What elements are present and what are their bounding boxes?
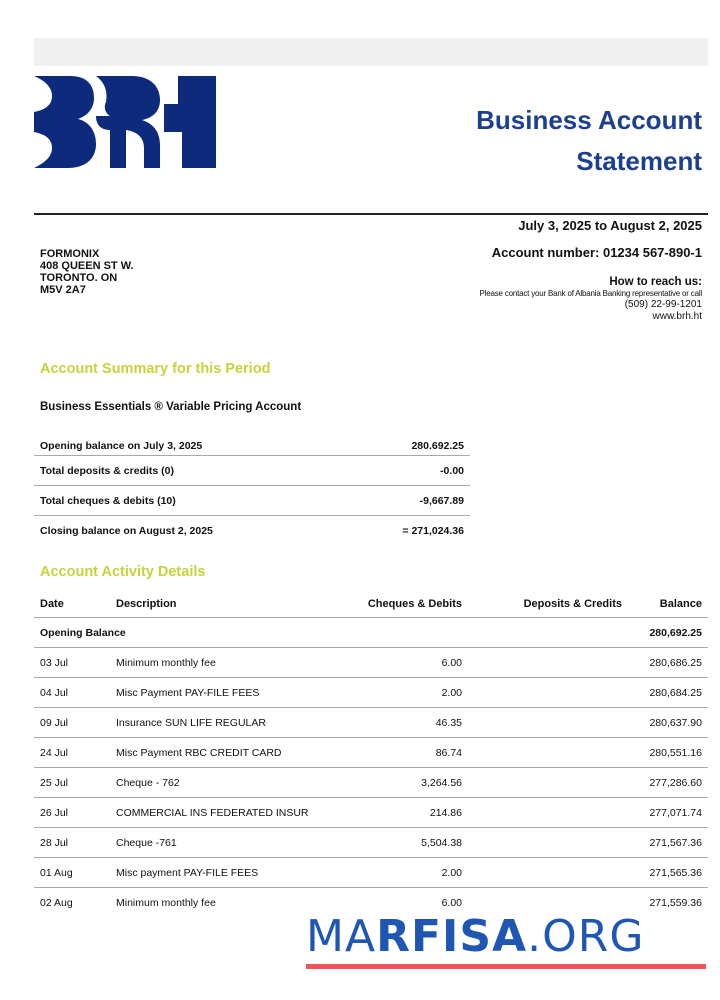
col-description: Description	[116, 597, 177, 610]
watermark-part: RFISA	[376, 911, 528, 962]
title-line-2: Statement	[576, 146, 702, 176]
opening-balance: 280,692.25	[649, 626, 702, 639]
txn-balance: 280,551.16	[649, 746, 702, 759]
contact-heading: How to reach us:	[609, 276, 702, 288]
txn-debit: 2.00	[441, 686, 462, 699]
txn-description: Insurance SUN LIFE REGULAR	[116, 716, 266, 729]
txn-balance: 271,559.36	[649, 897, 702, 909]
txn-debit: 5,504.38	[421, 836, 462, 849]
txn-date: 26 Jul	[40, 806, 69, 819]
watermark	[306, 912, 706, 969]
summary-value: -9,667.89	[419, 494, 464, 507]
summary-label: Closing balance on August 2, 2025	[40, 525, 213, 537]
txn-balance: 280,637.90	[649, 716, 702, 729]
txn-date: 02 Aug	[40, 897, 73, 909]
txn-date: 28 Jul	[40, 836, 69, 849]
txn-debit: 2.00	[441, 866, 462, 879]
transaction-row	[34, 678, 708, 708]
contact-text: Please contact your Bank of Albania Banking representative or call	[479, 289, 702, 298]
document-title	[476, 100, 702, 182]
contact-info	[480, 276, 703, 323]
summary-value: -0.00	[440, 464, 464, 477]
watermark-underline	[306, 964, 706, 969]
col-date: Date	[40, 597, 64, 610]
txn-debit: 46.35	[435, 716, 462, 729]
txn-description: Misc Payment RBC CREDIT CARD	[116, 746, 282, 759]
txn-description: Misc payment PAY-FILE FEES	[116, 866, 259, 879]
summary-label: Opening balance on July 3, 2025	[40, 440, 203, 452]
txn-date: 25 Jul	[40, 776, 69, 789]
customer-city: TORONTO. ON	[40, 272, 118, 284]
txn-date: 04 Jul	[40, 686, 69, 699]
txn-balance: 277,071.74	[649, 806, 702, 819]
contact-website[interactable]: www.brh.ht	[652, 311, 702, 322]
txn-debit: 3,264.56	[421, 776, 462, 789]
txn-balance: 271,567.36	[649, 836, 702, 849]
contact-phone: (509) 22-99-1201	[624, 299, 702, 310]
summary-value: = 271,024.36	[402, 525, 464, 537]
header-band	[34, 38, 708, 66]
txn-date: 03 Jul	[40, 656, 69, 669]
txn-date: 09 Jul	[40, 716, 69, 729]
watermark-text	[306, 912, 706, 962]
txn-debit: 214.86	[429, 806, 462, 819]
activity-heading: Account Activity Details	[40, 564, 206, 580]
summary-row	[34, 486, 470, 516]
txn-description: Minimum monthly fee	[116, 897, 216, 909]
summary-value: 280.692.25	[411, 440, 464, 452]
transaction-row	[34, 708, 708, 738]
txn-debit: 6.00	[441, 897, 462, 909]
header-divider	[34, 213, 708, 215]
summary-row	[34, 456, 470, 486]
activity-header-row	[34, 592, 708, 618]
customer-street: 408 QUEEN ST W.	[40, 260, 134, 272]
txn-description: COMMERCIAL INS FEDERATED INSUR	[116, 806, 309, 819]
txn-balance: 280,686.25	[649, 656, 702, 669]
txn-balance: 280,684.25	[649, 686, 702, 699]
col-credits: Deposits & Credits	[523, 597, 622, 610]
transaction-row	[34, 828, 708, 858]
opening-balance-row	[34, 618, 708, 648]
summary-row	[34, 440, 470, 456]
txn-date: 01 Aug	[40, 866, 73, 879]
transaction-row	[34, 798, 708, 828]
txn-description: Minimum monthly fee	[116, 656, 216, 669]
customer-postal: M5V 2A7	[40, 284, 86, 296]
account-name: Business Essentials ® Variable Pricing Account	[40, 401, 302, 413]
summary-heading: Account Summary for this Period	[40, 361, 271, 377]
summary-label: Total deposits & credits (0)	[40, 464, 174, 477]
watermark-part: .ORG	[527, 911, 645, 962]
txn-balance: 277,286.60	[649, 776, 702, 789]
txn-description: Cheque - 762	[116, 776, 180, 789]
customer-name: FORMONIX	[40, 248, 100, 260]
brh-logo-icon	[34, 76, 218, 168]
watermark-part: MA	[306, 911, 377, 962]
transaction-row	[34, 648, 708, 678]
transaction-row	[34, 858, 708, 888]
summary-row	[34, 516, 470, 546]
txn-debit: 6.00	[441, 656, 462, 669]
opening-label: Opening Balance	[40, 626, 126, 639]
transaction-row	[34, 738, 708, 768]
txn-balance: 271,565.36	[649, 866, 702, 879]
summary-table	[34, 440, 470, 546]
title-line-1: Business Account	[476, 105, 702, 135]
txn-date: 24 Jul	[40, 746, 69, 759]
statement-period: July 3, 2025 to August 2, 2025	[518, 218, 702, 233]
account-number: Account number: 01234 567-890-1	[491, 245, 702, 260]
customer-address	[40, 248, 134, 296]
txn-description: Cheque -761	[116, 836, 177, 849]
txn-description: Misc Payment PAY-FILE FEES	[116, 686, 260, 699]
col-debits: Cheques & Debits	[367, 597, 462, 610]
col-balance: Balance	[659, 597, 702, 610]
activity-table	[34, 592, 708, 918]
summary-label: Total cheques & debits (10)	[40, 494, 176, 507]
txn-debit: 86.74	[435, 746, 462, 759]
transaction-row	[34, 768, 708, 798]
